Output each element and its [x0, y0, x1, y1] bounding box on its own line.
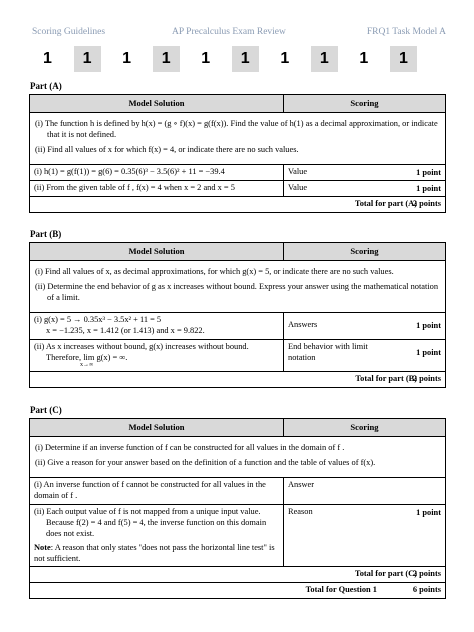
solution-line: Because f(2) = 4 and f(5) = 4, the inverse function on this domain does not exist. [46, 517, 267, 538]
part-c-total [30, 567, 446, 583]
part-a-solution-ii: (ii) From the given table of f , f(x) = 4 when x = 2 and x = 5 [30, 180, 284, 196]
part-b-prompt [30, 261, 446, 313]
part-c-solution-i: (i) An inverse function of f cannot be constructed for all values in the domain of f . [30, 478, 284, 505]
question-total [30, 583, 446, 599]
final-total-label: Total for Question 1 [305, 585, 377, 595]
prompt-ii: (ii) Give a reason for your answer based on the definition of a function and the table of values of f(x). [35, 458, 376, 468]
total-points: 2 points [412, 198, 441, 208]
scoring-column-header: Scoring [284, 419, 446, 437]
total-label: Total for part (C) [354, 569, 417, 579]
scoring-points: 1 point [416, 183, 441, 193]
part-a-prompt [30, 113, 446, 165]
part-c-scoring-i [284, 478, 446, 505]
total-label: Total for part (B) [355, 374, 417, 384]
note-text: : A reason that only states "does not pass the horizontal line test" is not sufficient. [34, 542, 275, 563]
score-cell: 1 [43, 50, 52, 67]
solution-note [34, 543, 279, 565]
scoring-column-header: Scoring [284, 243, 446, 261]
score-cell: 1 [280, 50, 290, 67]
part-a-solution-i: (i) h(1) = g(f(1)) = g(6) = 0.35(6)³ − 3.5(6)² + 11 = −39.4 [30, 164, 284, 180]
solution-column-header: Model Solution [30, 419, 284, 437]
score-cell: 1 [201, 50, 211, 67]
solution-column-header: Model Solution [30, 95, 284, 113]
header-right: FRQ1 Task Model A [366, 27, 446, 37]
scoring-column-header: Scoring [284, 95, 446, 113]
scoring-label: Value [288, 182, 308, 192]
part-a-scoring-ii [284, 180, 446, 196]
scoring-label: Answers [288, 320, 318, 330]
score-cell: 1 [153, 46, 180, 72]
part-b-total [30, 372, 446, 388]
total-points: 2 points [412, 569, 441, 579]
prompt-i: (i) The function h is defined by h(x) = (g ∘ f)(x) = g(f(x)). Find the value of h(1) as a decimal approximation, or indicate that it is not defined. [35, 119, 438, 140]
final-total-points: 6 points [412, 585, 441, 595]
solution-line: (ii) Each output value of f is not mapped from a unique input value. [34, 506, 261, 516]
score-cell: 1 [122, 50, 132, 67]
part-c-prompt [30, 437, 446, 478]
page-header [32, 27, 446, 41]
note-label: Note [34, 542, 51, 552]
prompt-i: (i) Determine if an inverse function of f can be constructed for all values in the domain of f . [35, 443, 345, 453]
part-b-scoring-i [284, 312, 446, 339]
part-c-scoring-ii [284, 504, 446, 567]
score-strip [34, 46, 417, 72]
part-b-solution-ii [30, 339, 284, 372]
header-middle: AP Precalculus Exam Review [172, 27, 286, 37]
scoring-label: Reason [288, 506, 313, 516]
part-b-label: Part (B) [30, 229, 62, 239]
scoring-label: Answer [288, 480, 315, 490]
score-cell: 1 [311, 46, 338, 72]
part-b-table [29, 242, 446, 388]
part-c-table [29, 418, 446, 599]
solution-line: Therefore, lim g(x) = ∞. [46, 352, 128, 362]
scoring-label: Value [288, 166, 308, 176]
part-b-solution-i [30, 312, 284, 339]
part-a-table [29, 94, 446, 213]
part-a-label: Part (A) [30, 81, 62, 91]
solution-line: (i) g(x) = 5 → 0.35x³ − 3.5x² + 11 = 5 [34, 314, 162, 324]
score-cell: 1 [74, 46, 101, 72]
part-a-scoring-i [284, 164, 446, 180]
scoring-label: End behavior with limit notation [288, 341, 368, 362]
score-cell: 1 [232, 46, 259, 72]
prompt-i: (i) Find all values of x, as decimal approximations, for which g(x) = 5, or indicate there are no such values. [35, 267, 394, 277]
part-a-total [30, 196, 446, 212]
total-label: Total for part (A) [354, 198, 417, 208]
score-cell: 1 [359, 50, 369, 67]
score-cell: 1 [390, 46, 417, 72]
total-points: 2 points [412, 374, 441, 384]
solution-line: (ii) As x increases without bound, g(x) increases without bound. [34, 341, 249, 351]
solution-line: x = −1.235, x = 1.412 (or 1.413) and x = 9.822. [46, 325, 205, 335]
part-c-label: Part (C) [30, 405, 62, 415]
header-left: Scoring Guidelines [32, 27, 106, 37]
scoring-points: 1 point [416, 167, 441, 177]
scoring-points: 1 point [416, 347, 441, 357]
part-c-solution-ii [30, 504, 284, 567]
scoring-points: 1 point [416, 507, 441, 517]
part-b-scoring-ii [284, 339, 446, 372]
solution-column-header: Model Solution [30, 243, 284, 261]
limit-subscript: x→∞ [80, 361, 94, 368]
scoring-points: 1 point [416, 320, 441, 330]
prompt-ii: (ii) Determine the end behavior of g as x increases without bound. Express your answer using the mathematical notation of a limit. [35, 282, 439, 303]
prompt-ii: (ii) Find all values of x for which f(x) = 4, or indicate there are no such values. [35, 145, 299, 155]
